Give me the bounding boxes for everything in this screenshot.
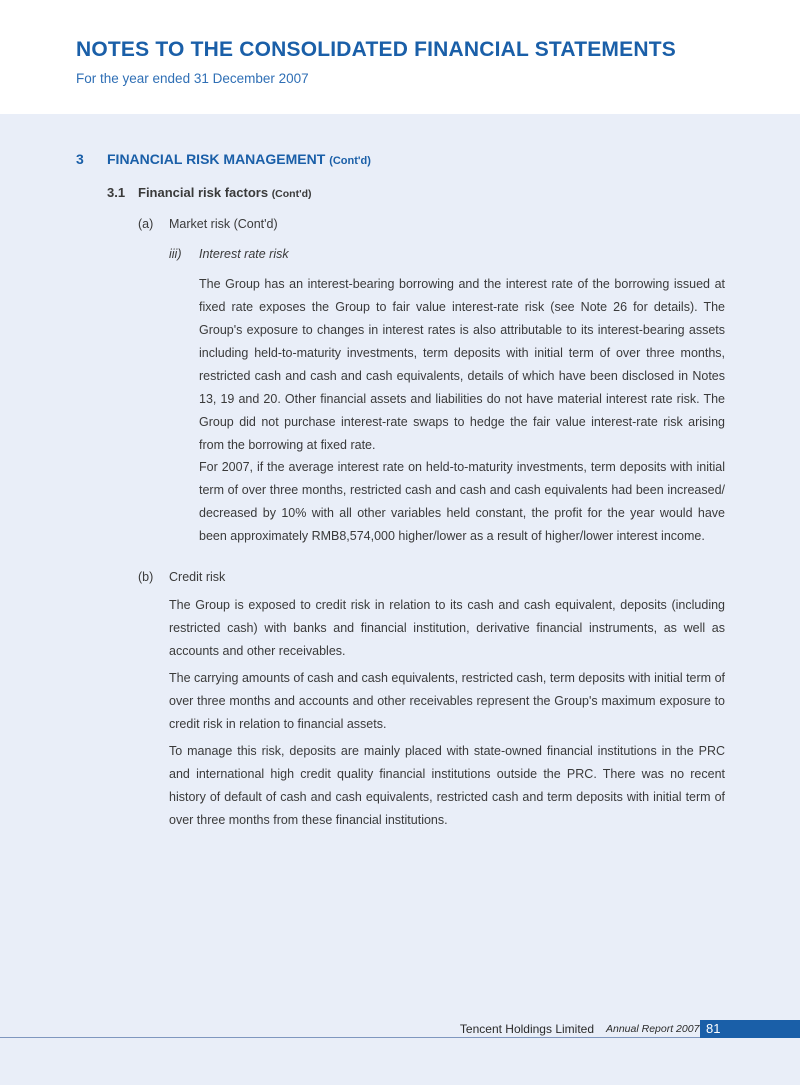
item-b-marker: (b) — [138, 570, 154, 584]
subsection-number: 3.1 — [107, 185, 126, 200]
credit-risk-paragraph-2: The carrying amounts of cash and cash equivalents, restricted cash, term deposits with initial term of over three months and accounts and other receivables represent the Group's maximum exposure to credit risk in relation to financial assets. — [169, 671, 725, 731]
section-title-suffix: (Cont'd) — [329, 155, 371, 167]
credit-risk-paragraph-1: The Group is exposed to credit risk in relation to its cash and cash equivalent, deposits (including restricted cash) with banks and financial institution, derivative financial instruments, as well as accounts and other receivables. — [169, 598, 725, 658]
section-heading — [107, 151, 371, 167]
item-b-title: Credit risk — [169, 570, 226, 584]
interest-rate-paragraph-1: The Group has an interest-bearing borrowing and the interest rate of the borrowing issued at fixed rate exposes the Group to fair value interest-rate risk (see Note 26 for details). The Group's exposure to changes in interest rates is also attributable to its interest-bearing assets including held-to-maturity investments, term deposits with initial term of over three months, restricted cash and cash and cash equivalents, details of which have been disclosed in Notes 13, 19 and 20. Other financial assets and liabilities do not have material interest rate risk. The Group did not purchase interest-rate swaps to hedge the fair value interest-rate risk arising from the borrowing at fixed rate. — [199, 277, 725, 452]
item-a-iii-marker: iii) — [169, 247, 182, 261]
footer-report-title: Annual Report 2007 — [606, 1023, 700, 1035]
page-number: 81 — [706, 1021, 721, 1036]
section-number: 3 — [76, 151, 84, 167]
item-a-marker: (a) — [138, 217, 154, 231]
credit-risk-paragraph-3: To manage this risk, deposits are mainly placed with state-owned financial institutions in the PRC and international high credit quality financial institutions outside the PRC. There was no recent history of default of cash and cash equivalents, restricted cash and term deposits with initial term of over three months from these financial institutions. — [169, 744, 725, 827]
footer-rule — [0, 1037, 800, 1038]
page-subtitle: For the year ended 31 December 2007 — [76, 71, 309, 86]
footer-company-name: Tencent Holdings Limited — [459, 1022, 594, 1036]
subsection-heading — [138, 185, 312, 200]
interest-rate-paragraph-2: For 2007, if the average interest rate on held-to-maturity investments, term deposits with initial term of over three months, restricted cash and cash and cash equivalents had been increased/ decreased by 10% with all other variables held constant, the profit for the year would have been approximately RMB8,574,000 higher/lower as a result of higher/lower interest income. — [199, 460, 725, 543]
section-title: FINANCIAL RISK MANAGEMENT — [107, 151, 326, 167]
page-title: NOTES TO THE CONSOLIDATED FINANCIAL STATEMENTS — [76, 38, 676, 61]
item-a-iii-title: Interest rate risk — [199, 247, 289, 261]
page-header — [0, 0, 800, 114]
item-a-title: Market risk (Cont'd) — [169, 217, 278, 231]
subsection-title: Financial risk factors — [138, 185, 269, 200]
subsection-title-suffix: (Cont'd) — [271, 188, 312, 200]
